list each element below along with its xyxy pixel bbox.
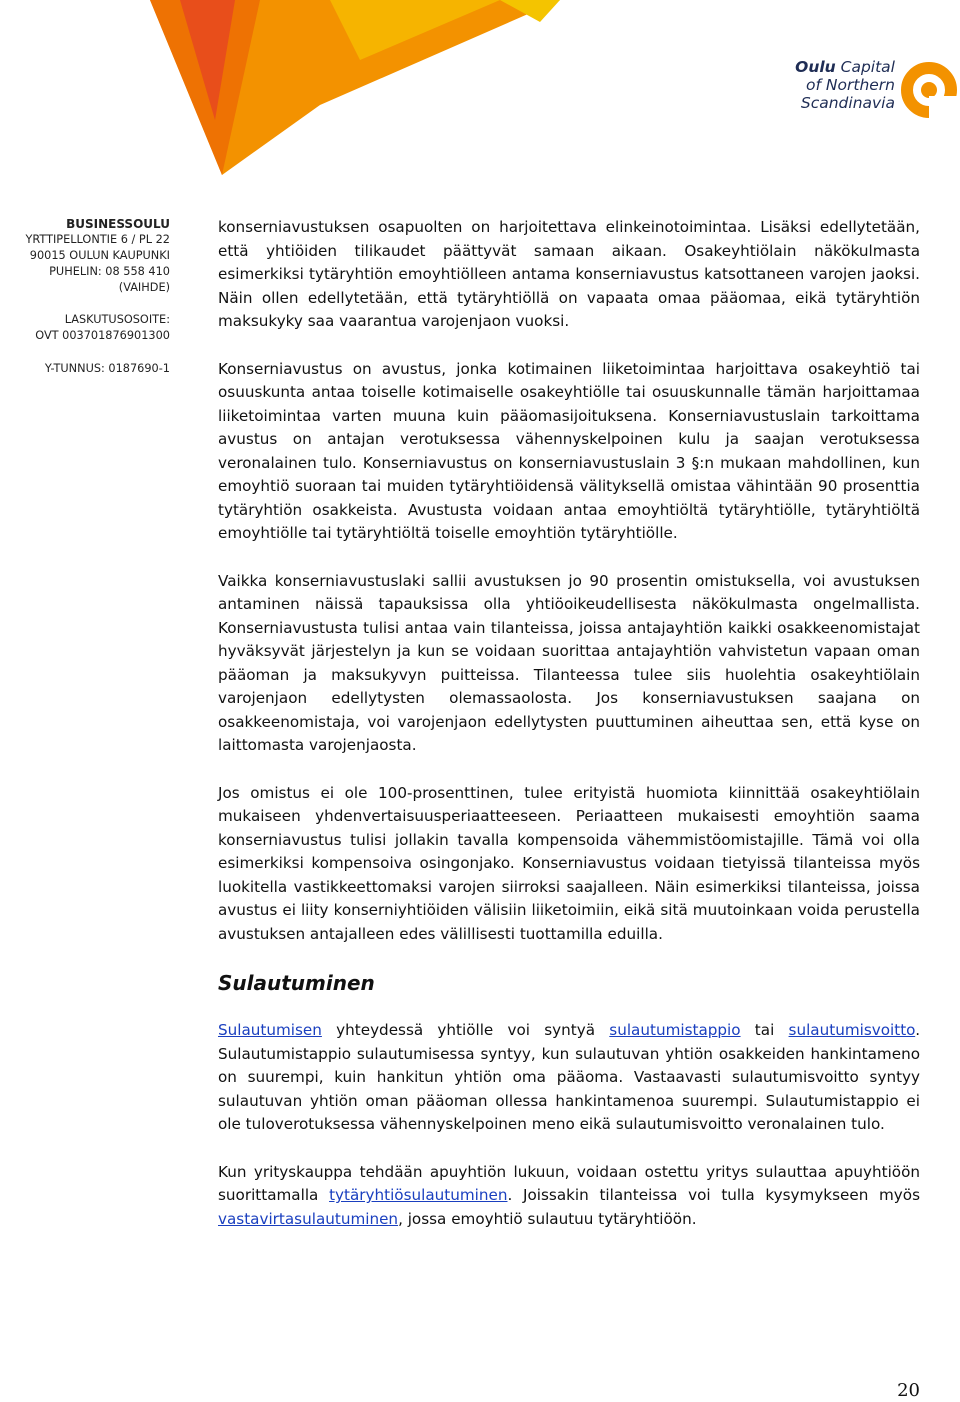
link-vastavirtasulautuminen[interactable]: vastavirtasulautuminen [218, 1209, 399, 1228]
section-heading: Sulautuminen [218, 971, 375, 995]
logo-sun-icon [899, 60, 957, 118]
paragraph-5 [218, 1019, 920, 1137]
paragraph-1: konserniavustuksen osapuolten on harjoitettava elinkeinotoimintaa. Lisäksi edellytetään, että yhtiöiden tilikaudet päättyvät samaan aikaan. Osakeyhtiölain näkökulmasta esimerkiksi tytäryhtiön emoyhtiölleen antama konserniavustus katsottaneen varojen jaoksi. Näin ollen edellytetään, että tytäryhtiöllä on vapaata omaa pääomaa, eikä tytäryhtiön maksukyky saa vaarantua varojenjaon vuoksi. [218, 218, 920, 330]
logo-line-3: Scandinavia [800, 94, 895, 112]
company-name: BUSINESSOULU [66, 217, 170, 231]
paragraph-3: Vaikka konserniavustuslaki sallii avustuksen jo 90 prosentin omistuksella, voi avustuksen antaminen näissä tapauksissa olla yhtiöoikeudellisesta näkökulmasta ongelmallista. Konserniavustusta tulisi antaa vain tilanteissa, joissa antajayhtiön kaikki osakkeenomistajat hyväksyvät järjestelyn ja kun se voidaan suorittaa antajayhtiön vahvistetun vapaan oman pääoman ja maksukyvyn puitteissa. Tilanteessa tulee siis huolehtia osakeyhtiölain varojenjaon edellytysten olemassaolosta. Jos konserniavustuksen saajana on osakkeenomistaja, voi varojenjaon edellytysten puuttuminen aiheuttaa sen, että kyse on laittomasta varojenjaosta. [218, 571, 920, 754]
paragraph-5-text-1: yhteydessä yhtiölle voi syntyä [321, 1021, 610, 1039]
paragraph-6-text-3: , jossa emoyhtiö sulautuu tytäryhtiöön. [398, 1209, 697, 1228]
paragraph-6-text-2: . Joissakin tilanteissa voi tulla kysymykseen myös [507, 1186, 920, 1204]
billing-ovt: OVT 003701876901300 [35, 329, 170, 342]
logo-text [775, 58, 895, 112]
link-tytaryhtiosulautuminen[interactable]: tytäryhtiösulautuminen [329, 1186, 508, 1204]
sidebar-contact-info [0, 216, 170, 377]
paragraph-2: Konserniavustus on avustus, jonka kotimainen liiketoimintaa harjoittava osakeyhtiö tai osuuskunta antaa toiselle kotimaiselle osakeyhtiölle tai osuuskunnalle tämän harjoittamaa liiketoimintaa varten muuna kuin pääomasijoituksena. Konserniavustuslain tarkoittama avustus on antajan verotuksessa vähennyskelpoinen kulu ja saajan verotuksessa veronalainen tulo. Konserniavustus on konserniavustuslain 3 §:n mukaan mahdollinen, kun emoyhtiö suoraan tai muiden tytäryhtiöidensä välityksellä omistaa vähintään 90 prosenttia tytäryhtiön osakkeista. Avustusta voidaan antaa emoyhtiöltä tytäryhtiölle, tytäryhtiöltä emoyhtiölle tai tytäryhtiöltä toiselle emoyhtiön tytäryhtiölle. [218, 359, 920, 542]
logo-word-capital: Capital [840, 58, 895, 76]
link-sulautumisen[interactable]: Sulautumisen [218, 1021, 322, 1039]
paragraph-6 [218, 1161, 920, 1232]
link-sulautumistappio[interactable]: sulautumistappio [609, 1021, 741, 1039]
logo-word-oulu: Oulu [795, 58, 836, 76]
logo-line-2: of Northern [806, 76, 895, 94]
paragraph-5-text-3: . Sulautumistappio sulautumisessa syntyy, kun sulautuvan yhtiön osakkeiden hankintameno on suurempi, kuin hankitun yhtiön oma pääoma. Vastaavasti sulautumisvoitto syntyy sulautuvan yhtiön oman pääoman ollessa hankintamenoa suurempi. Sulautumistappio ei ole tuloverotuksessa vähennyskelpoinen meno eikä sulautumisvoitto veronalainen tulo. [218, 1021, 921, 1133]
billing-label: LASKUTUSOSOITE: [64, 313, 170, 326]
paragraph-4: Jos omistus ei ole 100-prosenttinen, tulee erityistä huomiota kiinnittää osakeyhtiölain mukaiseen yhdenvertaisuusperiaatteeseen. Periaatteen mukaisesti emoyhtiön saama konserniavustus tulisi jollakin tavalla kompensoida vähemmistöomistajille. Tämä voi olla esimerkiksi kompensoiva osingonjako. Konserniavustus voidaan tietyissä tilanteissa myös luokitella vastikkeettomaksi varojen siirroksi saajalleen. Näin esimerkiksi tilanteissa, joissa avustus ei liity konserniyhtiöiden välisiin liiketoimiin, eikä sitä muutoinkaan voida perustella avustuksen antajalleen edes välillisesti tuottamilla eduilla. [218, 783, 920, 943]
document-body [218, 216, 920, 1255]
paragraph-6-text-1: Kun yrityskauppa tehdään apuyhtiön lukuun, voidaan ostettu yritys sulauttaa apuyhtiöön suorittamalla [218, 1162, 920, 1204]
business-id: Y-TUNNUS: 0187690-1 [44, 362, 170, 375]
paragraph-5-text-2: tai [740, 1021, 789, 1039]
link-sulautumisvoitto[interactable]: sulautumisvoitto [788, 1021, 916, 1039]
phone: PUHELIN: 08 558 410 (VAIHDE) [49, 265, 170, 294]
page-number: 20 [897, 1380, 920, 1401]
address-line-2: 90015 OULUN KAUPUNKI [29, 249, 170, 262]
oulu-logo [775, 58, 960, 128]
address-line-1: YRTTIPELLONTIE 6 / PL 22 [25, 233, 170, 246]
